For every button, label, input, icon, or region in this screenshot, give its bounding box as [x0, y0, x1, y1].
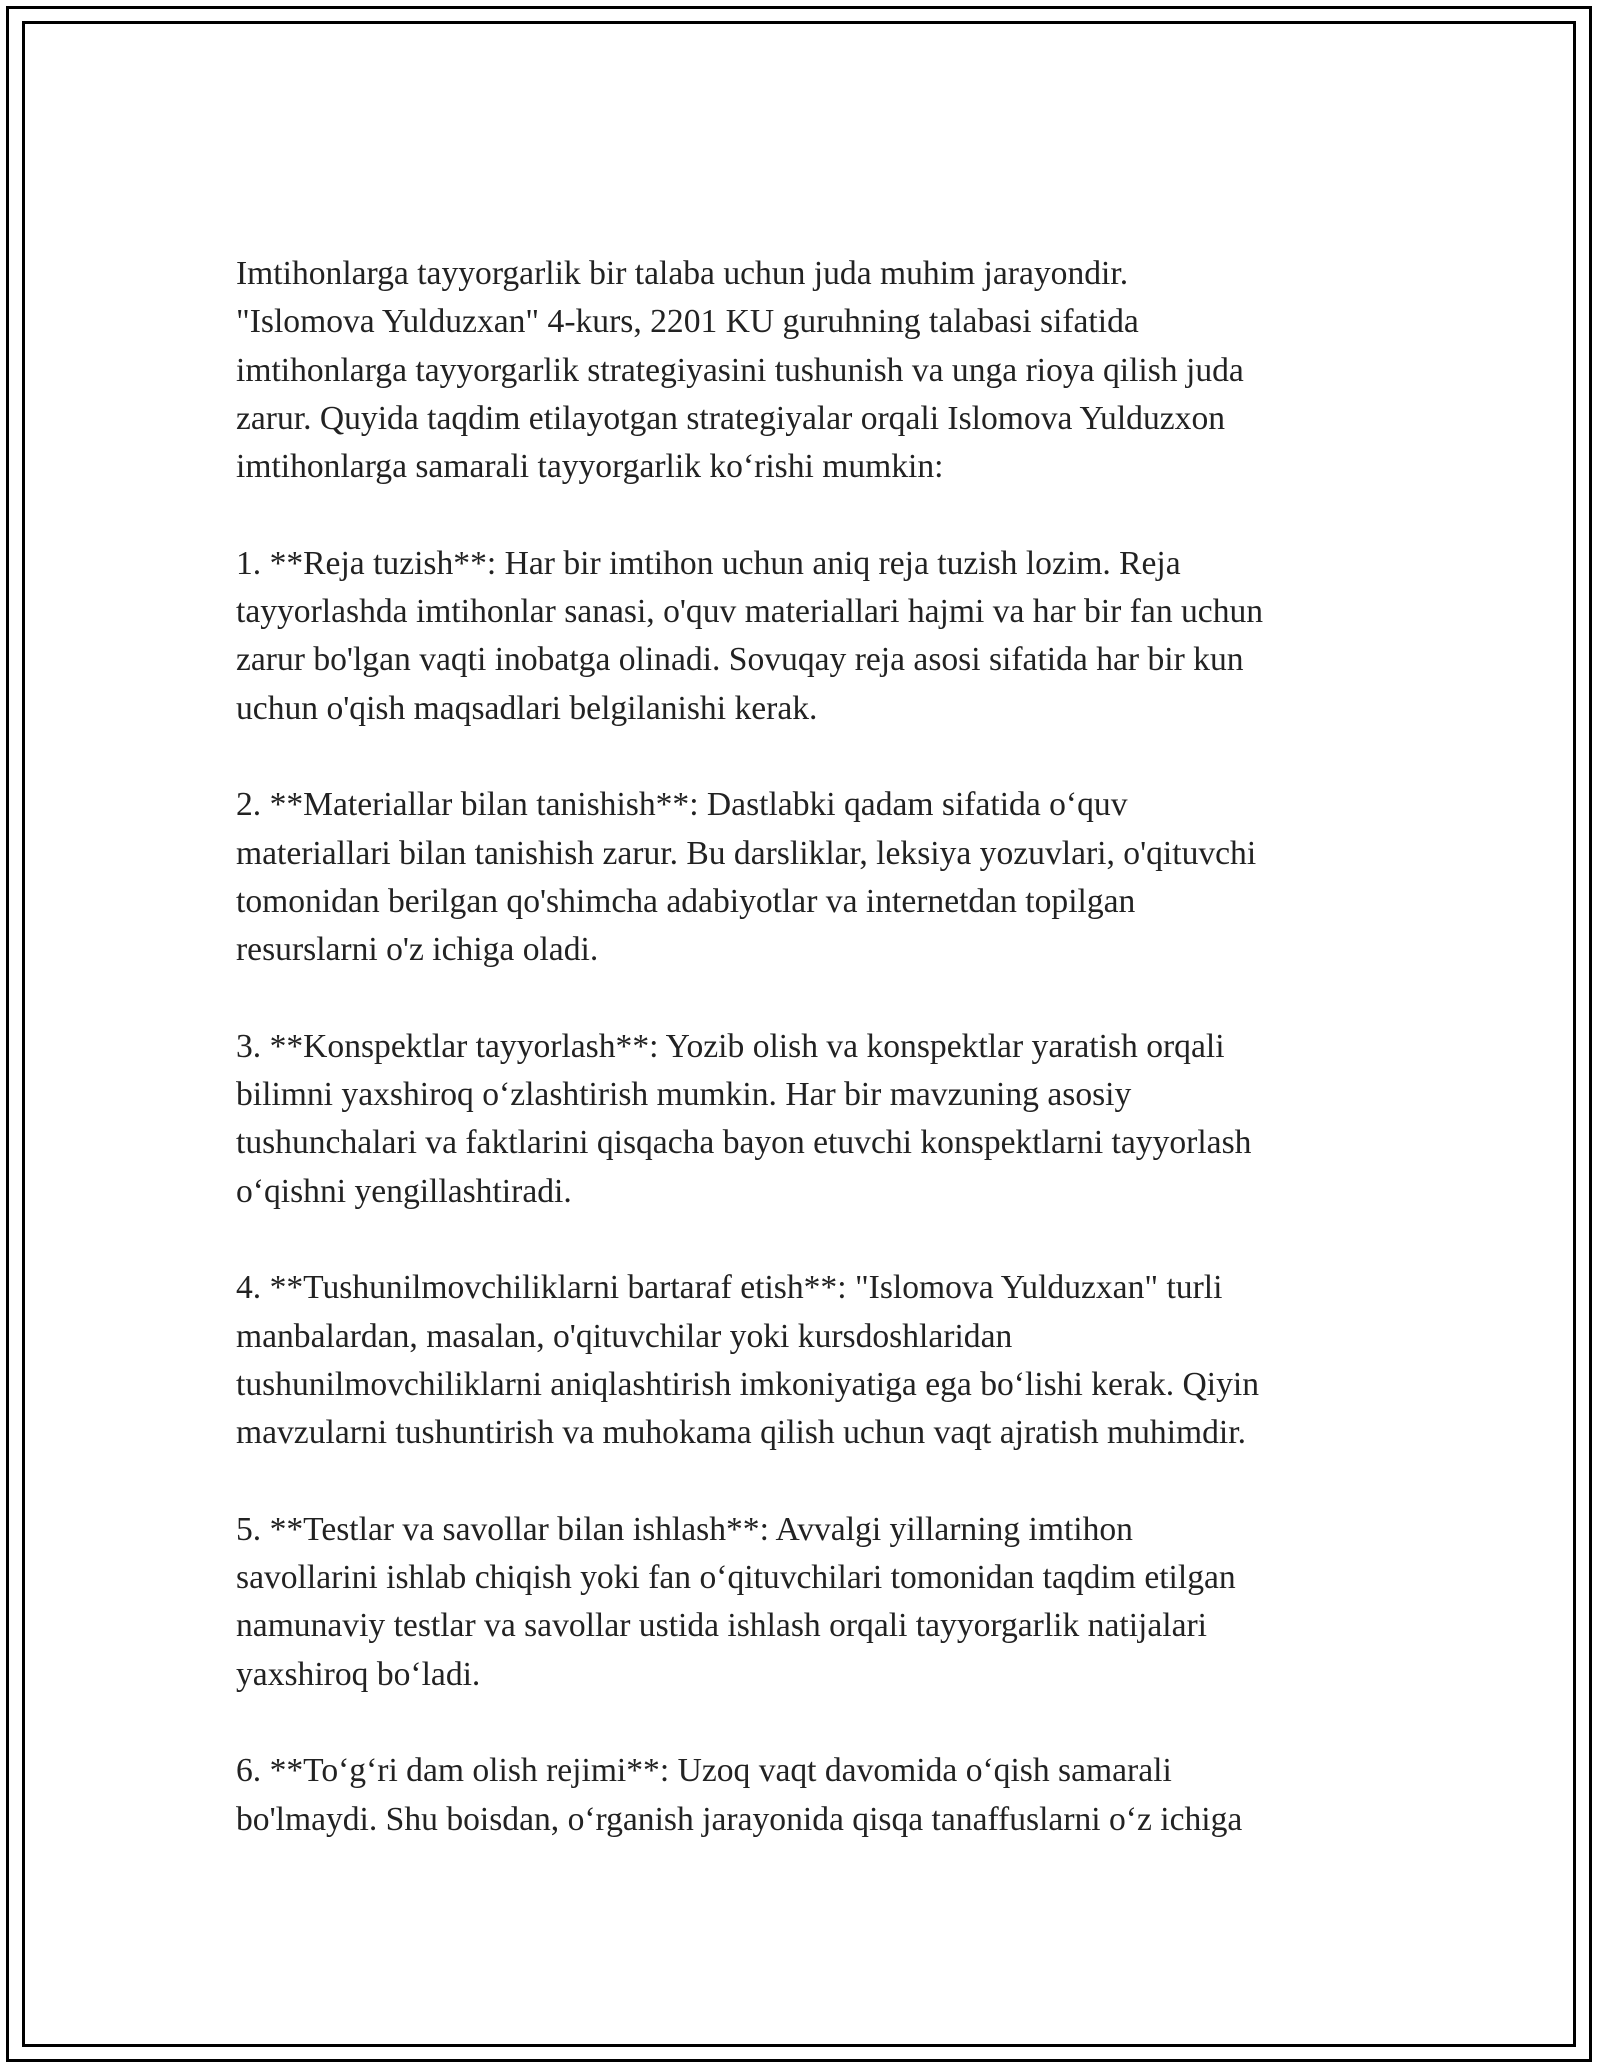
text-line: zarur. Quyida taqdim etilayotgan strategiyalar orqali Islomova Yulduzxon [236, 399, 1226, 437]
text-line: 3. **Konspektlar tayyorlash**: Yozib olish va konspektlar yaratish orqali [236, 1027, 1225, 1065]
document-body [236, 250, 1366, 1892]
text-line: 4. **Tushunilmovchiliklarni bartaraf etish**: "Islomova Yulduzxan" turli [236, 1269, 1223, 1307]
text-line: yaxshiroq bo‘ladi. [236, 1655, 481, 1693]
text-line: materiallari bilan tanishish zarur. Bu darsliklar, leksiya yozuvlari, o'qituvchi [236, 834, 1257, 872]
strategy-4-paragraph [236, 1264, 1366, 1457]
strategy-2-paragraph [236, 781, 1366, 974]
text-line: manbalardan, masalan, o'qituvchilar yoki kursdoshlaridan [236, 1317, 1013, 1355]
text-line: savollarini ishlab chiqish yoki fan o‘qituvchilari tomonidan taqdim etilgan [236, 1559, 1236, 1597]
strategy-1-paragraph [236, 540, 1366, 733]
text-line: uchun o'qish maqsadlari belgilanishi kerak. [236, 689, 818, 727]
text-line: o‘qishni yengillashtiradi. [236, 1172, 572, 1210]
text-line: imtihonlarga tayyorgarlik strategiyasini tushunish va unga rioya qilish juda [236, 351, 1244, 389]
text-line: imtihonlarga samarali tayyorgarlik ko‘rishi mumkin: [236, 448, 944, 486]
text-line: Imtihonlarga tayyorgarlik bir talaba uchun juda muhim jarayondir. [236, 255, 1129, 292]
text-line: "Islomova Yulduzxan" 4-kurs, 2201 KU guruhning talabasi sifatida [236, 303, 1139, 341]
text-line: tayyorlashda imtihonlar sanasi, o'quv materiallari hajmi va har bir fan uchun [236, 593, 1264, 631]
text-line: tushunilmovchiliklarni aniqlashtirish imkoniyatiga ega bo‘lishi kerak. Qiyin [236, 1365, 1260, 1403]
text-line: resurslarni o'z ichiga oladi. [236, 931, 599, 969]
strategy-3-paragraph [236, 1023, 1366, 1216]
text-line: 2. **Materiallar bilan tanishish**: Dastlabki qadam sifatida o‘quv [236, 786, 1128, 824]
text-line: 5. **Testlar va savollar bilan ishlash**: Avvalgi yillarning imtihon [236, 1510, 1133, 1548]
text-line: bo'lmaydi. Shu boisdan, o‘rganish jarayonida qisqa tanaffuslarni o‘z ichiga [236, 1800, 1243, 1838]
text-line: tushunchalari va faktlarini qisqacha bayon etuvchi konspektlarni tayyorlash [236, 1124, 1252, 1162]
text-line: tomonidan berilgan qo'shimcha adabiyotlar va internetdan topilgan [236, 882, 1136, 920]
intro-paragraph [236, 250, 1366, 491]
text-line: zarur bo'lgan vaqti inobatga olinadi. Sovuqay reja asosi sifatida har bir kun [236, 641, 1244, 679]
strategy-6-paragraph [236, 1747, 1366, 1844]
text-line: mavzularni tushuntirish va muhokama qilish uchun vaqt ajratish muhimdir. [236, 1414, 1246, 1452]
text-line: namunaviy testlar va savollar ustida ishlash orqali tayyorgarlik natijalari [236, 1607, 1208, 1645]
text-line: 1. **Reja tuzish**: Har bir imtihon uchun aniq reja tuzish lozim. Reja [236, 544, 1181, 582]
strategy-5-paragraph [236, 1506, 1366, 1699]
text-line: bilimni yaxshiroq o‘zlashtirish mumkin. Har bir mavzuning asosiy [236, 1076, 1132, 1114]
text-line: 6. **To‘g‘ri dam olish rejimi**: Uzoq vaqt davomida o‘qish samarali [236, 1752, 1172, 1790]
